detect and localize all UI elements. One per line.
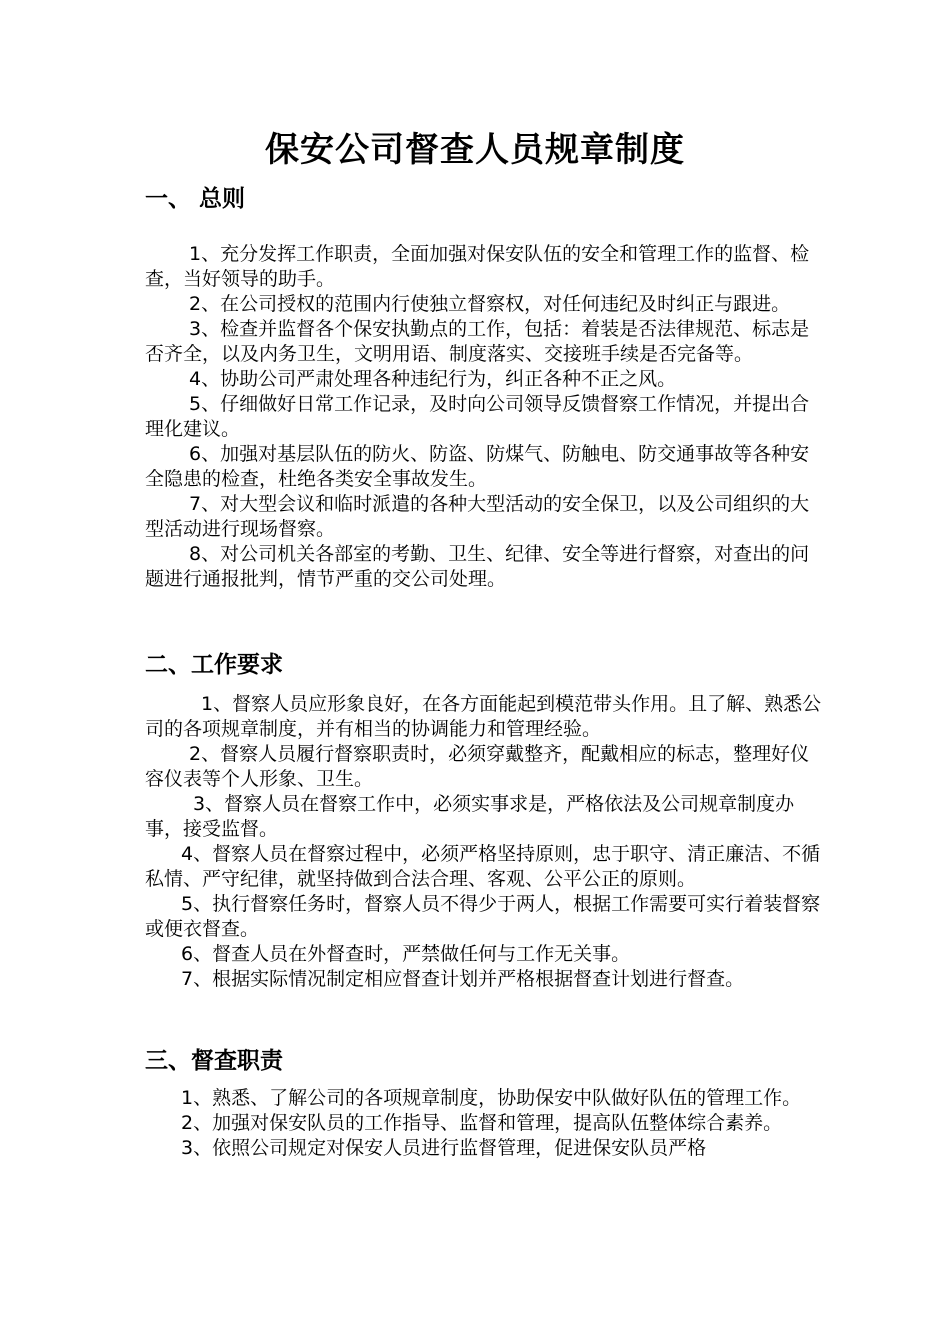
paragraph: 1、熟悉、了解公司的各项规章制度，协助保安中队做好队伍的管理工作。	[181, 1087, 802, 1109]
section-body	[145, 242, 825, 592]
paragraph: 6、加强对基层队伍的防火、防盗、防煤气、防触电、防交通事故等各种安全隐患的检查，杜绝各类安全事故发生。	[145, 443, 810, 490]
paragraph: 7、根据实际情况制定相应督查计划并严格根据督查计划进行督查。	[181, 968, 745, 990]
section-heading: 二、工作要求	[145, 652, 283, 678]
paragraph: 2、加强对保安队员的工作指导、监督和管理，提高队伍整体综合素养。	[181, 1112, 783, 1134]
paragraph: 5、仔细做好日常工作记录，及时向公司领导反馈督察工作情况，并提出合理化建议。	[145, 393, 810, 440]
section-body	[145, 1086, 825, 1161]
paragraph: 2、督察人员履行督察职责时，必须穿戴整齐，配戴相应的标志，整理好仪容仪表等个人形象、卫生。	[145, 743, 810, 790]
document-title: 保安公司督查人员规章制度	[265, 130, 685, 170]
section-body	[145, 692, 825, 992]
paragraph: 1、充分发挥工作职责，全面加强对保安队伍的安全和管理工作的监督、检查，当好领导的助手。	[145, 243, 810, 290]
paragraph: 4、协助公司严肃处理各种违纪行为，纠正各种不正之风。	[189, 368, 677, 390]
paragraph: 5、执行督察任务时，督察人员不得少于两人，根据工作需要可实行着装督察或便衣督查。	[145, 893, 821, 940]
section-work-requirements	[145, 650, 825, 992]
paragraph: 7、对大型会议和临时派遣的各种大型活动的安全保卫，以及公司组织的大型活动进行现场督察。	[145, 493, 810, 540]
section-heading: 三、督查职责	[145, 1048, 283, 1074]
paragraph: 4、督察人员在督察过程中，必须严格坚持原则，忠于职守、清正廉洁、不循私情、严守纪律，就坚持做到合法合理、客观、公平公正的原则。	[145, 843, 821, 890]
section-heading: 一、 总则	[145, 186, 246, 212]
paragraph: 2、在公司授权的范围内行使独立督察权，对任何违纪及时纠正与跟进。	[189, 293, 791, 315]
paragraph: 3、检查并监督各个保安执勤点的工作，包括：着装是否法律规范、标志是否齐全，以及内务卫生，文明用语、制度落实、交接班手续是否完备等。	[145, 318, 810, 365]
paragraph: 3、依照公司规定对保安人员进行监督管理，促进保安队员严格	[181, 1137, 707, 1159]
paragraph: 1、督察人员应形象良好，在各方面能起到模范带头作用。且了解、熟悉公司的各项规章制度，并有相当的协调能力和管理经验。	[145, 693, 822, 740]
paragraph: 6、督查人员在外督查时，严禁做任何与工作无关事。	[181, 943, 631, 965]
paragraph: 8、对公司机关各部室的考勤、卫生、纪律、安全等进行督察，对查出的问题进行通报批判，情节严重的交公司处理。	[145, 543, 810, 590]
paragraph: 3、督察人员在督察工作中，必须实事求是，严格依法及公司规章制度办事，接受监督。	[145, 793, 795, 840]
section-inspection-duties	[145, 1046, 825, 1161]
section-general	[145, 184, 825, 592]
